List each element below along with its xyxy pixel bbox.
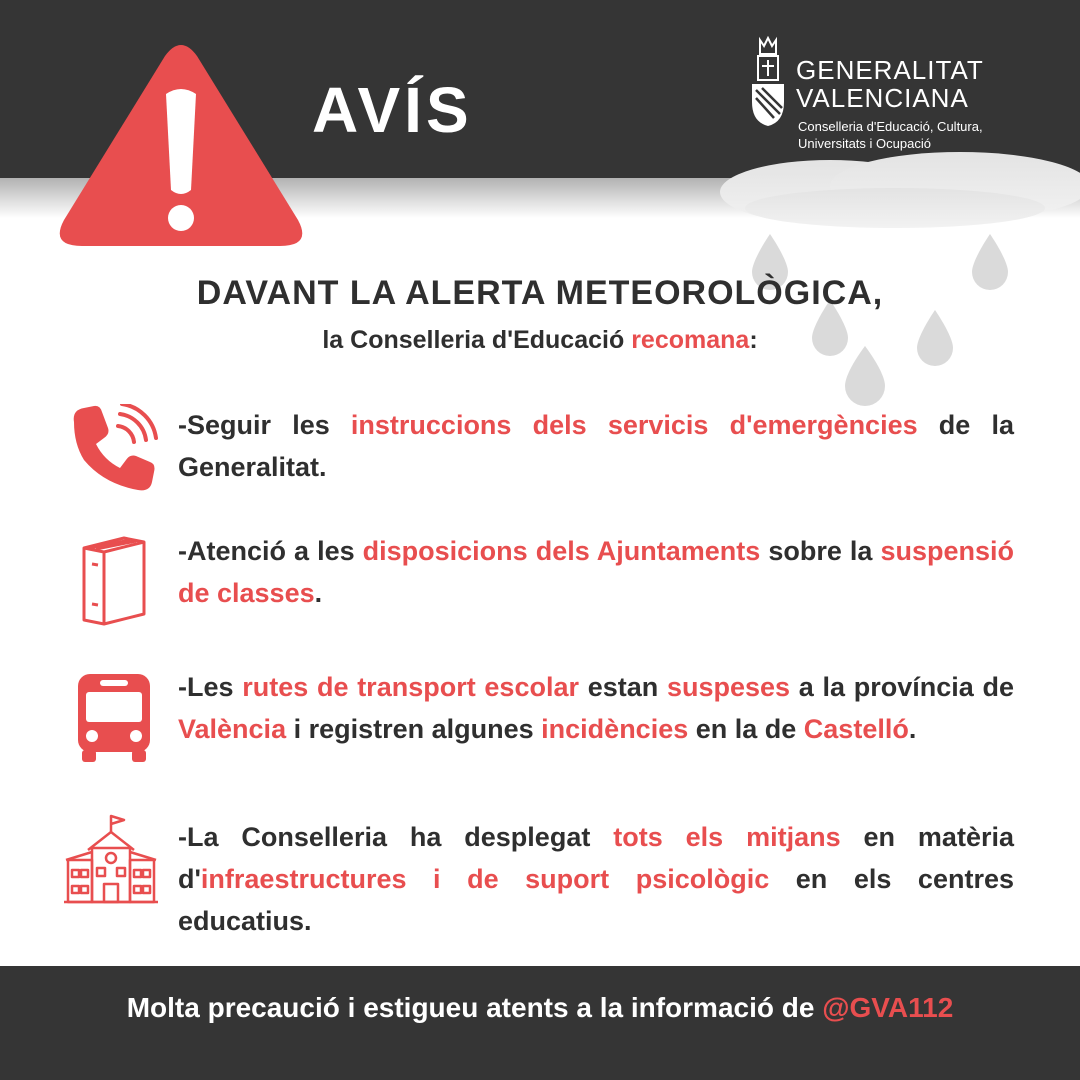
item3-seg10: .: [908, 714, 917, 744]
logo-name-line2: VALENCIANA: [796, 83, 969, 113]
logo-department: [798, 118, 983, 152]
item3-seg4: a la província de: [790, 672, 1014, 702]
item1-seg1: instruccions dels servicis d'emergències: [350, 410, 918, 440]
item2-seg3: suspensió de classes: [178, 536, 1015, 608]
item3-seg2: estan: [578, 672, 667, 702]
item2-seg4: .: [314, 578, 323, 608]
item3-seg0: -Les: [178, 672, 243, 702]
warning-triangle-icon: [56, 40, 306, 252]
recommendation-4: [178, 816, 1014, 942]
logo-name-line1: GENERALITAT: [796, 55, 984, 85]
footer-text: Molta precaució i estigueu atents a la informació de: [126, 992, 823, 1023]
item4-seg3: infraestructures i de suport psicològic: [200, 864, 770, 894]
item2-seg0: -Atenció a les: [178, 536, 363, 566]
item1-seg0: -Seguir les: [178, 410, 351, 440]
logo-name: [796, 56, 984, 112]
item4-seg4: en els centres educatius.: [178, 864, 1014, 936]
subhead-prefix: la Conselleria d'Educació: [322, 326, 632, 354]
generalitat-logo: [748, 36, 1048, 156]
item4-seg1: tots els mitjans: [613, 822, 841, 852]
subheadline: [0, 328, 1080, 353]
item2-seg2: sobre la: [760, 536, 881, 566]
item3-seg3: suspeses: [666, 672, 791, 702]
recommendation-2: [178, 530, 1014, 614]
item4-seg2: en matèria d': [178, 822, 1014, 894]
item1-seg2: de la Generalitat.: [178, 410, 1015, 482]
logo-dept-line2: Universitats i Ocupació: [798, 136, 931, 151]
page-title: AVÍS: [312, 74, 473, 146]
item3-seg7: incidències: [541, 714, 689, 744]
recommendation-3: [178, 666, 1014, 750]
item3-seg5: València: [178, 714, 287, 744]
footer-handle: @GVA112: [822, 992, 954, 1023]
item3-seg8: en la de: [688, 714, 804, 744]
subhead-highlight: recomana: [631, 326, 750, 354]
recommendation-1: [178, 404, 1014, 488]
footer-message: [0, 990, 1080, 1026]
bus-icon: [74, 672, 154, 764]
item3-seg6: i registren algunes: [286, 714, 542, 744]
item3-seg1: rutes de transport escolar: [242, 672, 579, 702]
item3-seg9: Castelló: [803, 714, 909, 744]
book-icon: [80, 534, 150, 626]
phone-icon: [68, 404, 158, 494]
item2-seg1: disposicions dels Ajuntaments: [362, 536, 761, 566]
headline: DAVANT LA ALERTA METEOROLÒGICA,: [196, 274, 884, 312]
subhead-suffix: :: [749, 326, 758, 354]
logo-dept-line1: Conselleria d'Educació, Cultura,: [798, 119, 983, 134]
item4-seg0: -La Conselleria ha desplegat: [178, 822, 614, 852]
coat-of-arms-icon: [748, 36, 788, 128]
school-building-icon: [64, 814, 158, 906]
